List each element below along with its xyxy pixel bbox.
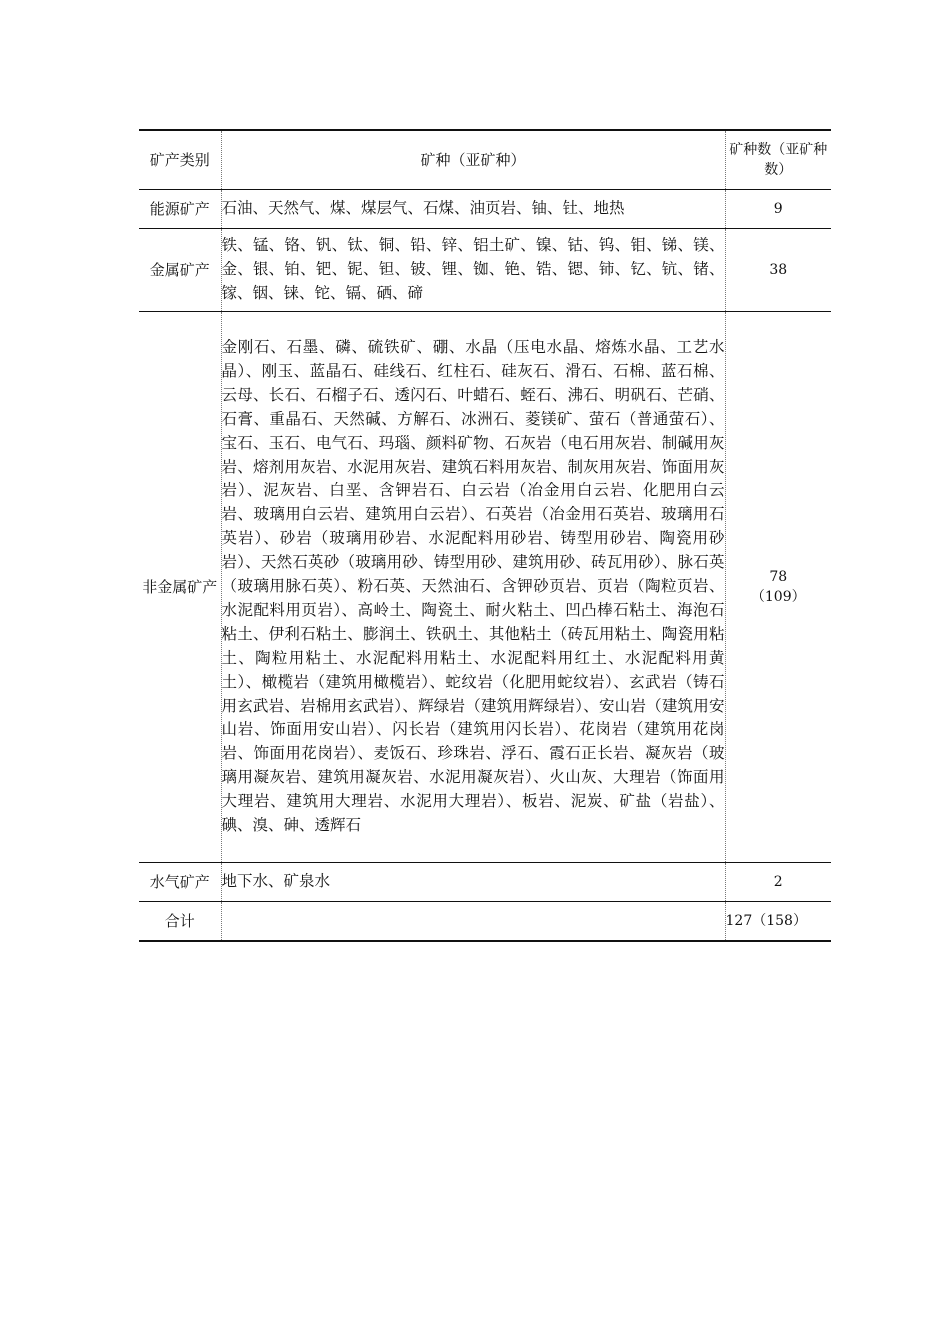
table-total-row: [139, 902, 831, 942]
row-category: 能源矿产: [139, 190, 221, 229]
total-minerals: [221, 902, 725, 942]
table-row: [139, 312, 831, 863]
row-count-value: 78: [769, 569, 788, 585]
row-count: 38: [725, 229, 831, 312]
table-row: [139, 229, 831, 312]
row-minerals: 金刚石、石墨、磷、硫铁矿、硼、水晶（压电水晶、熔炼水晶、工艺水晶）、刚玉、蓝晶石、硅线石、红柱石、硅灰石、滑石、石棉、蓝石棉、云母、长石、石榴子石、透闪石、叶蜡石、蛭石、沸石、明矾石、芒硝、石膏、重晶石、天然碱、方解石、冰洲石、菱镁矿、萤石（普通萤石）、宝石、玉石、电气石、玛瑙、颜料矿物、石灰岩（电石用灰岩、制碱用灰岩、熔剂用灰岩、水泥用灰岩、建筑石料用灰岩、制灰用灰岩、饰面用灰岩）、泥灰岩、白垩、含钾岩石、白云岩（冶金用白云岩、化肥用白云岩、玻璃用白云岩、建筑用白云岩）、石英岩（冶金用石英岩、玻璃用石英岩）、砂岩（玻璃用砂岩、水泥配料用砂岩、铸型用砂岩、陶瓷用砂岩）、天然石英砂（玻璃用砂、铸型用砂、建筑用砂、砖瓦用砂）、脉石英（玻璃用脉石英）、粉石英、天然油石、含钾砂页岩、页岩（陶粒页岩、水泥配料用页岩）、高岭土、陶瓷土、耐火粘土、凹凸棒石粘土、海泡石粘土、伊利石粘土、膨润土、铁矾土、其他粘土（砖瓦用粘土、陶瓷用粘土、陶粒用粘土、水泥配料用粘土、水泥配料用红土、水泥配料用黄土）、橄榄岩（建筑用橄榄岩）、蛇纹岩（化肥用蛇纹岩）、玄武岩（铸石用玄武岩、岩棉用玄武岩）、辉绿岩（建筑用辉绿岩）、安山岩（建筑用安山岩、饰面用安山岩）、闪长岩（建筑用闪长岩）、花岗岩（建筑用花岗岩、饰面用花岗岩）、麦饭石、珍珠岩、浮石、霞石正长岩、凝灰岩（玻璃用凝灰岩、建筑用凝灰岩、水泥用凝灰岩）、火山灰、大理岩（饰面用大理岩、建筑用大理岩、水泥用大理岩）、板岩、泥炭、矿盐（岩盐）、碘、溴、砷、透辉石: [221, 312, 725, 863]
row-category: 水气矿产: [139, 863, 221, 902]
row-count: [725, 312, 831, 863]
row-count: 9: [725, 190, 831, 229]
row-category: 非金属矿产: [139, 312, 221, 863]
row-minerals: 铁、锰、铬、钒、钛、铜、铅、锌、铝土矿、镍、钴、钨、钼、锑、镁、金、银、铂、钯、铌、钽、铍、锂、铷、铯、锆、锶、铈、钇、钪、锗、镓、铟、铼、铊、镉、硒、碲: [221, 229, 725, 312]
row-minerals: 地下水、矿泉水: [221, 863, 725, 902]
table-row: [139, 863, 831, 902]
row-category: 金属矿产: [139, 229, 221, 312]
table-header-row: [139, 130, 831, 190]
row-subcount-value: （109）: [750, 589, 806, 605]
header-count: 矿种数（亚矿种数）: [729, 142, 828, 178]
header-minerals: 矿种（亚矿种）: [221, 130, 725, 190]
total-count: 127（158）: [725, 902, 831, 942]
table-row: [139, 190, 831, 229]
mineral-types-table: [139, 129, 831, 942]
header-category: 矿产类别: [149, 151, 210, 169]
row-minerals: 石油、天然气、煤、煤层气、石煤、油页岩、铀、钍、地热: [221, 190, 725, 229]
row-count: 2: [725, 863, 831, 902]
total-label: 合计: [139, 902, 221, 942]
